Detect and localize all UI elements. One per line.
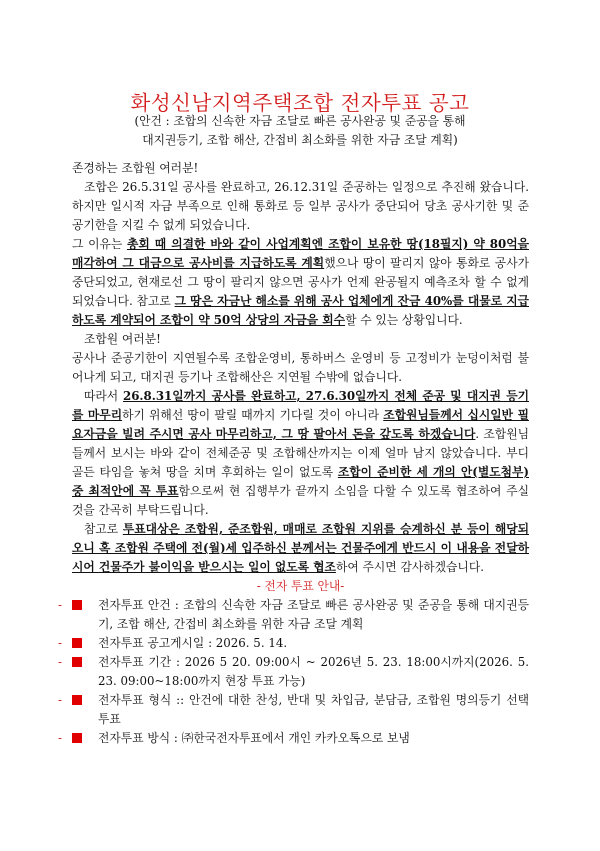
paragraph: 공사나 준공기한이 지연될수록 조합운영비, 통하버스 운영비 등 고정비가 눈덩이처럼 불어나게 되고, 대지권 등기나 조합해산은 지연될 수밖에 없습니다. (72, 351, 529, 384)
guide-item (58, 691, 529, 729)
dash-mark: - (58, 598, 62, 612)
emphasis-text: 26.8.31일까지 공사를 완료하고, 27.6.30일까지 전체 준공 및 대지권 등기를 마무리 (72, 389, 529, 422)
guide-item-text: 전자투표 방식 : ㈜한국전자투표에서 개인 카카오톡으로 보냄 (98, 731, 410, 745)
dash-mark: - (58, 655, 62, 669)
subtitle-line: 대지권등기, 조합 해산, 간접비 최소화를 위한 자금 조달 계획) (142, 133, 458, 147)
guide-title: - 전자 투표 안내- (256, 579, 345, 593)
guide-item (58, 653, 529, 691)
guide-list (58, 596, 529, 748)
paragraph (72, 235, 529, 330)
guide-item-text: 전자투표 형식 :: 안건에 대한 찬성, 반대 및 차입금, 분담금, 조합원 명의등기 선택 투표 (98, 693, 529, 726)
text-run: 하여 주시면 감사하겠습니다. (335, 560, 484, 574)
emphasis-text: 조합이 준비한 세 개의 안(별도첨부) 중 최적안에 꼭 투표 (72, 465, 529, 498)
text-run: 하기 위해선 땅이 팔릴 때까지 기다릴 것이 아니라 (122, 408, 384, 422)
page-title: 화성신남지역주택조합 전자투표 공고 (130, 91, 470, 115)
text-run: 함으로써 현 집행부가 끝까지 소임을 다할 수 있도록 협조하여 주실 것을 간곡히 부탁드립니다. (72, 484, 529, 517)
subtitle (0, 112, 600, 150)
square-bullet-icon (72, 733, 82, 743)
paragraph (72, 520, 529, 577)
square-bullet-icon (72, 657, 82, 667)
text-run: 따라서 (84, 389, 123, 403)
square-bullet-icon (72, 600, 82, 610)
emphasis-text: 그 땅은 자금난 해소를 위해 공사 업체에게 잔금 40%를 대물로 지급하도록 계약되어 조합이 약 50억 상당의 자금을 회수 (72, 294, 530, 327)
guide-item-text: 전자투표 안건 : 조합의 신속한 자금 조달로 빠른 공사완공 및 준공을 통해 대지권등기, 조합 해산, 간접비 최소화를 위한 자금 조달 계획 (98, 598, 529, 631)
guide-item (58, 634, 529, 653)
text-run: 그 이유는 (72, 237, 127, 251)
dash-mark: - (58, 636, 62, 650)
emphasis-text: 총회 때 의결한 바와 같이 사업계획엔 조합이 보유한 땅(18필지) 약 80억을 매각하여 그 대금으로 공사비를 지급하도록 계획 (72, 237, 529, 270)
notice-body (58, 159, 530, 748)
guide-item-text: 전자투표 공고게시일 : 2026. 5. 14. (98, 636, 288, 650)
text-run: 할 수 있는 상황입니다. (345, 313, 463, 327)
paragraph: 조합은 26.5.31일 공사를 완료하고, 26.12.31일 준공하는 일정으로 추진해 왔습니다. 하지만 일시적 자금 부족으로 인해 통화로 등 일부 공사가 중단되어 당초 공사기한 및 준공기한을 지킬 수 없게 되었습니다. (72, 180, 529, 232)
square-bullet-icon (72, 695, 82, 705)
emphasis-text: 투표대상은 조합원, 준조합원, 매매로 조합원 지위를 승계하신 분 등이 해당되오니 혹 조합원 주택에 전(월)세 입주하신 분께서는 건물주에게 반드시 이 내용을 전달하시어 건물주가 불이익을 받으시는 일이 없도록 협조 (72, 522, 530, 574)
guide-item (58, 729, 529, 748)
guide-item (58, 596, 529, 634)
guide-item-text: 전자투표 기간 : 2026 5 20. 09:00시 ~ 2026년 5. 23. 18:00시까지(2026. 5. 23. 09:00~18:00까지 현장 투표 가능) (98, 655, 529, 688)
greeting: 조합원 여러분! (84, 332, 161, 346)
paragraph (72, 387, 529, 520)
dash-mark: - (58, 693, 62, 707)
greeting: 존경하는 조합원 여러분! (72, 161, 199, 175)
text-run: 했으나 땅이 팔리지 않아 통화로 공사가 중단되었고, 현재로선 그 땅이 팔리지 않으면 공사가 언제 완공될지 예측조차 할 수 없게 되었습니다. 참고로 (72, 256, 529, 308)
text-run: 참고로 (84, 522, 123, 536)
square-bullet-icon (72, 638, 82, 648)
subtitle-line: (안건 : 조합의 신속한 자금 조달로 빠른 공사완공 및 준공을 통해 (134, 114, 466, 128)
emphasis-text: 조합원님들께서 십시일반 필요자금을 빌려 주시면 공사 마무리하고, 그 땅 팔아서 돈을 갚도록 하겠습니다 (72, 408, 529, 441)
dash-mark: - (58, 731, 62, 745)
text-run: . 조합원님들께서 보시는 바와 같이 전체준공 및 조합해산까지는 이제 얼마 남지 않았습니다. 부디 골든 타임을 놓쳐 땅을 치며 후회하는 일이 없도록 (72, 427, 529, 479)
